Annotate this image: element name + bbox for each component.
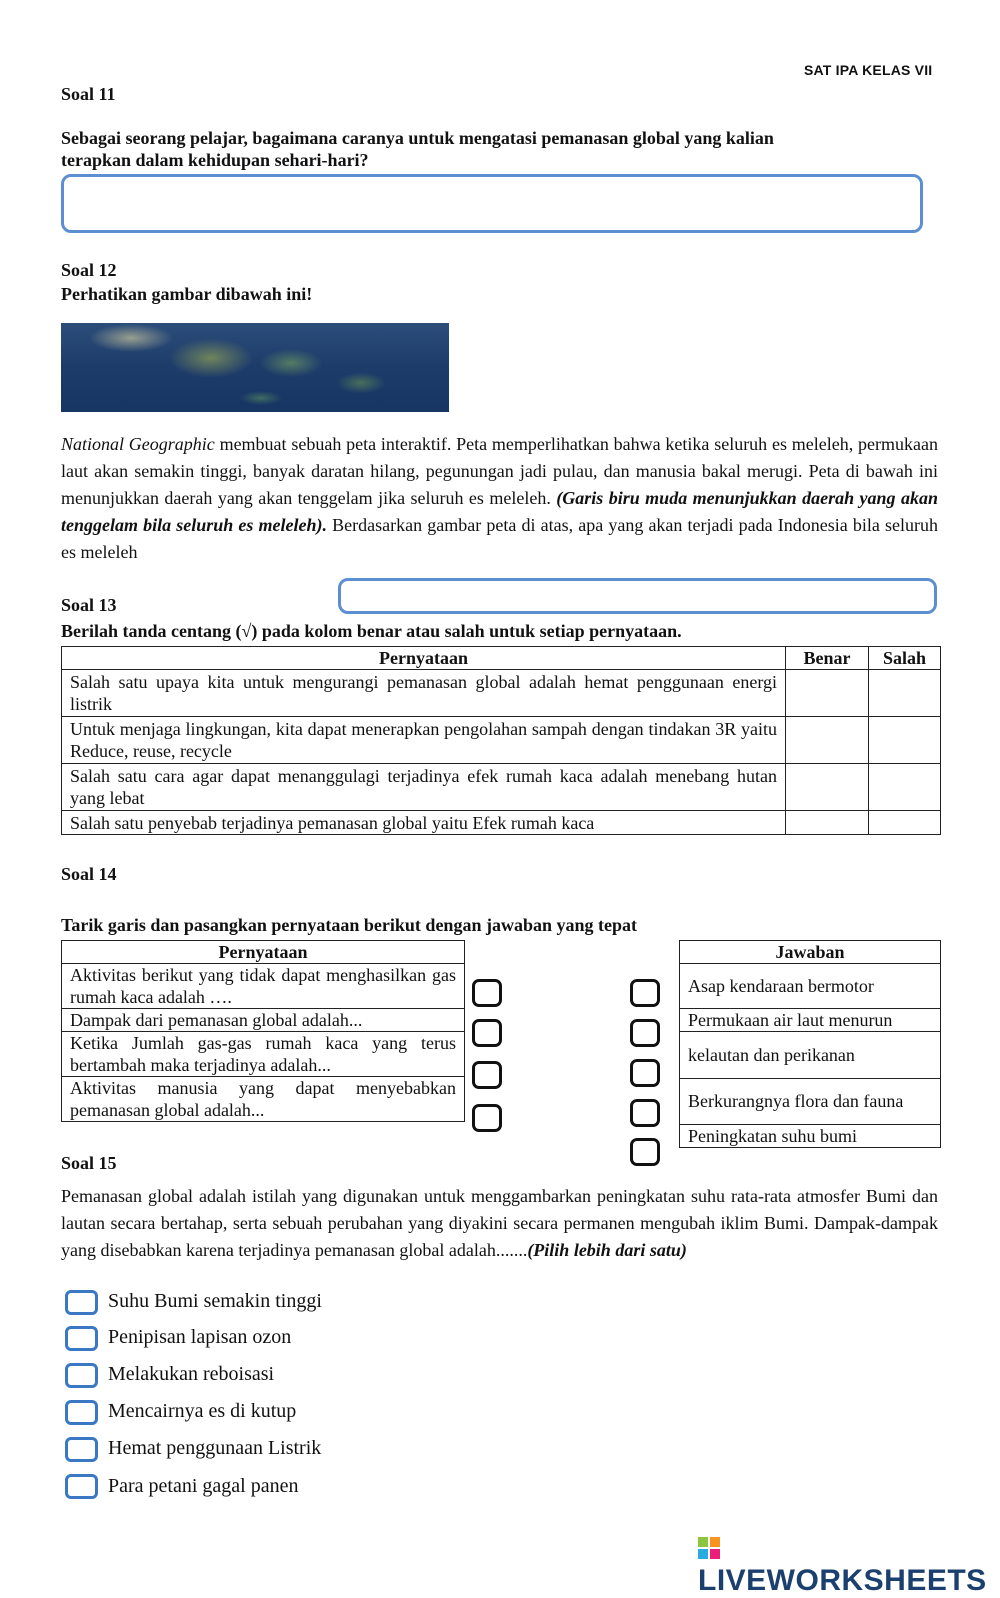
soal13-false-cell[interactable] [869,717,941,764]
soal14-answer: Berkurangnya flora dan fauna [680,1079,941,1125]
soal15-paragraph-emphasis: (Pilih lebih dari satu) [527,1240,687,1260]
soal13-false-cell[interactable] [869,670,941,717]
soal14-right-connector[interactable] [630,1059,660,1087]
soal15-option-label: Para petani gagal panen [108,1475,299,1497]
table-row [680,964,941,1009]
soal14-answer: Permukaan air laut menurun [680,1009,941,1032]
soal14-instruction: Tarik garis dan pasangkan pernyataan berikut dengan jawaban yang tepat [61,915,637,935]
table-row [680,1009,941,1032]
soal14-title: Soal 14 [61,864,117,884]
soal13-false-cell[interactable] [869,811,941,835]
table-row [62,811,941,835]
soal13-statement: Salah satu penyebab terjadinya pemanasan global yaitu Efek rumah kaca [62,811,786,835]
soal13-col-statement: Pernyataan [62,647,786,670]
soal15-option-checkbox[interactable] [65,1326,98,1351]
liveworksheets-logo-icon [698,1537,720,1559]
soal13-false-cell[interactable] [869,764,941,811]
soal14-answer-table [679,940,941,1148]
soal12-instruction: Perhatikan gambar dibawah ini! [61,284,313,304]
soal15-paragraph-text: Pemanasan global adalah istilah yang digunakan untuk menggambarkan peningkatan suhu rata-rata atmosfer Bumi dan lautan secara bertahap, serta sebuah perubahan yang diyakini secara permanen mengubah iklim Bumi. Dampak-dampak yang disebabkan karena terjadinya pemanasan global adalah....... [61,1186,938,1260]
soal15-paragraph [61,1183,938,1264]
soal12-title: Soal 12 [61,260,117,280]
soal14-left-connector[interactable] [472,1019,502,1047]
soal15-title: Soal 15 [61,1153,117,1173]
soal13-true-cell[interactable] [786,670,869,717]
soal13-col-true: Benar [786,647,869,670]
soal13-true-cell[interactable] [786,811,869,835]
soal14-statement: Aktivitas berikut yang tidak dapat menghasilkan gas rumah kaca adalah …. [62,964,465,1009]
soal12-paragraph-part2: Berdasarkan gambar peta di atas, apa yang akan terjadi pada Indonesia bila seluruh es meleleh [61,515,938,562]
soal13-true-cell[interactable] [786,717,869,764]
soal15-option-checkbox[interactable] [65,1400,98,1425]
table-row [62,764,941,811]
table-row [680,1079,941,1125]
soal14-col-answer: Jawaban [680,941,941,964]
liveworksheets-logo-text: LIVEWORKSHEETS [698,1564,987,1597]
soal15-option-checkbox[interactable] [65,1363,98,1388]
soal12-paragraph [61,431,938,566]
soal14-statement-table [61,940,465,1122]
soal12-answer-field[interactable] [338,578,937,614]
soal12-paragraph-emphasis: (Garis biru muda menunjukkan daerah yang akan tenggelam bila seluruh es meleleh). [61,488,939,535]
soal13-title: Soal 13 [61,595,117,615]
soal15-option-label: Suhu Bumi semakin tinggi [108,1290,322,1312]
soal15-option-checkbox[interactable] [65,1290,98,1315]
table-row [62,1009,465,1032]
soal14-answer: Peningkatan suhu bumi [680,1125,941,1148]
soal14-right-connector[interactable] [630,1099,660,1127]
table-row [62,1032,465,1077]
soal15-option-label: Hemat penggunaan Listrik [108,1437,322,1459]
soal14-left-connector[interactable] [472,1104,502,1132]
soal15-option-label: Melakukan reboisasi [108,1363,275,1385]
soal13-instruction: Berilah tanda centang (√) pada kolom benar atau salah untuk setiap pernyataan. [61,621,682,641]
table-row [680,1125,941,1148]
soal12-paragraph-part1: membuat sebuah peta interaktif. Peta memperlihatkan bahwa ketika seluruh es meleleh, permukaan laut akan semakin tinggi, banyak daratan hilang, pegunungan jadi pulau, dan manusia bakal merugi. Peta di bawah ini menunjukkan daerah yang akan tenggelam jika seluruh es meleleh. [61,434,938,508]
soal12-source: National Geographic [61,434,215,454]
soal14-col-statement: Pernyataan [62,941,465,964]
soal14-statement: Aktivitas manusia yang dapat menyebabkan pemanasan global adalah... [62,1077,465,1122]
soal15-option-checkbox[interactable] [65,1474,98,1499]
soal13-table [61,646,941,835]
soal11-question [61,127,941,171]
soal11-title: Soal 11 [61,84,116,104]
soal13-statement: Salah satu cara agar dapat menanggulagi terjadinya efek rumah kaca adalah menebang hutan yang lebat [62,764,786,811]
soal14-right-connector[interactable] [630,1138,660,1166]
table-row [62,1077,465,1122]
table-row [62,670,941,717]
soal13-statement: Untuk menjaga lingkungan, kita dapat menerapkan pengolahan sampah dengan tindakan 3R yaitu Reduce, reuse, recycle [62,717,786,764]
soal11-question-line2: terapkan dalam kehidupan sehari-hari? [61,150,369,170]
soal14-statement: Dampak dari pemanasan global adalah... [62,1009,465,1032]
soal14-answer: Asap kendaraan bermotor [680,964,941,1009]
soal15-option-label: Penipisan lapisan ozon [108,1326,292,1348]
soal11-answer-field[interactable] [61,174,923,233]
soal15-option-checkbox[interactable] [65,1437,98,1462]
soal14-left-connector[interactable] [472,979,502,1007]
soal14-left-connector[interactable] [472,1061,502,1089]
soal14-right-connector[interactable] [630,979,660,1007]
soal14-statement: Ketika Jumlah gas-gas rumah kaca yang terus bertambah maka terjadinya adalah... [62,1032,465,1077]
soal13-statement: Salah satu upaya kita untuk mengurangi pemanasan global adalah hemat penggunaan energi listrik [62,670,786,717]
worksheet-header: SAT IPA KELAS VII [804,62,933,78]
soal14-right-connector[interactable] [630,1019,660,1047]
soal13-true-cell[interactable] [786,764,869,811]
sea-level-map-image [61,323,449,412]
soal13-col-false: Salah [869,647,941,670]
soal11-question-line1: Sebagai seorang pelajar, bagaimana caranya untuk mengatasi pemanasan global yang kalian [61,128,774,148]
table-row [680,1032,941,1079]
table-row [62,717,941,764]
table-row [62,964,465,1009]
liveworksheets-logo [698,1530,1000,1598]
soal14-answer: kelautan dan perikanan [680,1032,941,1079]
soal15-option-label: Mencairnya es di kutup [108,1400,297,1422]
